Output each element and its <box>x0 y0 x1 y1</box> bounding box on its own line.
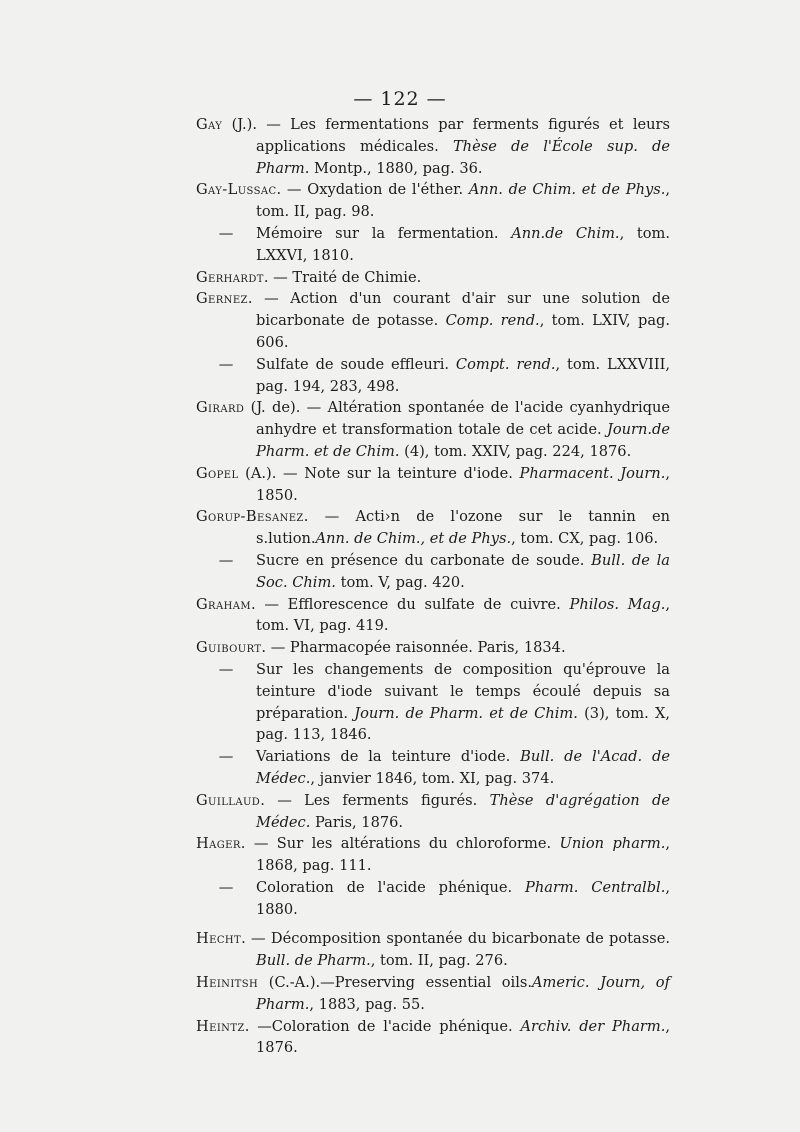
entry-repeat-dash: — <box>218 660 234 678</box>
entry-text: . — Action d'un courant d'air sur une solution de bicarbonate de potasse. <box>247 290 670 330</box>
entry-source-title: Archiv. der Pharm. <box>520 1017 666 1035</box>
entry-author: Gorup-Besanez <box>196 508 304 526</box>
entry-reference: (4), tom. XXIV, pag. 224, 1876. <box>399 442 632 460</box>
entry-author: Graham <box>196 595 251 613</box>
entry-text: Sulfate de soude effleuri. <box>256 355 456 373</box>
entry-repeat-dash: — <box>218 355 234 373</box>
entry-source-title: Pharm. Centralbl. <box>525 878 666 896</box>
entry-text: Variations de la teinture d'iode. <box>256 748 521 766</box>
bibliography-entry <box>196 928 670 972</box>
bibliography-entry <box>196 463 670 507</box>
entry-reference: , 1868, pag. 111. <box>256 835 670 875</box>
entry-reference: , tom. LXXVIII, pag. 194, 283, 498. <box>256 355 670 395</box>
entry-author: Gerhardt <box>196 268 264 286</box>
bibliography-entry <box>196 972 670 1016</box>
entry-author: Heintz <box>196 1017 245 1035</box>
entry-text: Sucre en présence du carbonate de soude. <box>256 551 592 569</box>
bibliography-entry <box>196 790 670 834</box>
entry-repeat-dash: — <box>218 551 234 569</box>
entry-source-title: Journ. de Pharm. et de Chim. <box>354 704 578 722</box>
entry-source-title: Thèse d'agrégation de Médec. <box>256 791 671 831</box>
entry-text: Sur les changements de composition qu'éprouve la teinture d'iode suivant le temps écoulé depuis sa préparation. <box>256 660 670 722</box>
entry-repeat-dash: — <box>218 224 234 242</box>
entry-text: . — Efflorescence du sulfate de cuivre. <box>251 595 570 613</box>
entry-source-title: Philos. Mag. <box>569 595 666 613</box>
entry-source-title: Pharmacent. Journ. <box>519 464 666 482</box>
entry-author: Guillaud <box>196 791 261 809</box>
entry-source-title: Bull. de l'Acad. de Médec. <box>256 748 670 787</box>
entry-text: . — Les ferments figurés. <box>260 791 490 809</box>
entry-source-title: Ann. de Chim. et de Phys. <box>468 181 666 199</box>
entry-reference: , 1876. <box>256 1017 671 1057</box>
entry-source-title: Bull. de la Soc. Chim. <box>256 551 670 591</box>
bibliography-list <box>196 114 670 1059</box>
entry-source-title: Journ.de Pharm. et de Chim. <box>256 421 670 460</box>
entry-text: . —Coloration de l'acide phénique. <box>244 1017 521 1035</box>
entry-author: Gay-Lussac <box>196 181 277 199</box>
entry-text: Coloration de l'acide phénique. <box>256 878 526 896</box>
bibliography-entry <box>196 506 670 550</box>
entry-reference: (3), tom. X, pag. 113, 1846. <box>256 704 671 744</box>
bibliography-entry <box>196 594 670 638</box>
bibliography-entry <box>196 354 670 398</box>
entry-text: . — Décomposition spontanée du bicarbonate de potasse. <box>241 930 670 948</box>
entry-text: (J. de). — Altération spontanée de l'acide cyanhydrique anhydre et transformation totale de cet acide. <box>244 399 670 439</box>
bibliography-entry <box>196 550 670 594</box>
bibliography-entry <box>196 746 670 790</box>
entry-reference: Paris, 1876. <box>310 813 404 831</box>
bibliography-entry <box>196 288 670 353</box>
entry-text: . — Pharmacopée raisonnée. Paris, 1834. <box>261 639 566 657</box>
page-number: — 122 — <box>353 88 447 110</box>
bibliography-entry <box>196 397 670 462</box>
entry-source-title: Union pharm. <box>559 835 666 853</box>
bibliography-entry <box>196 179 670 223</box>
entry-text: (J.). — Les fermentations par ferments figurés et leurs applications médicales. <box>222 116 670 155</box>
entry-author: Guibourt <box>196 639 262 657</box>
entry-reference: , 1880. <box>256 878 670 918</box>
entry-source-title: Ann. de Chim., et de Phys. <box>315 530 512 548</box>
entry-repeat-dash: — <box>218 878 234 896</box>
entry-author: Hecht <box>196 930 242 948</box>
entry-reference: , janvier 1846, tom. XI, pag. 374. <box>310 769 555 787</box>
entry-reference: , 1883, pag. 55. <box>309 995 425 1013</box>
entry-repeat-dash: — <box>218 748 234 766</box>
entry-reference: , tom. LXXVI, 1810. <box>256 224 670 264</box>
bibliography-entry <box>196 1016 670 1060</box>
entry-text: Mémoire sur la fermentation. <box>256 224 512 242</box>
entry-text: . — Acti›n de l'ozone sur le tannin en s.lution. <box>256 508 670 548</box>
entry-text: . — Sur les altérations du chloroforme. <box>240 835 560 853</box>
entry-author: Hager <box>196 835 241 853</box>
entry-source-title: Thèse de l'École sup. de Pharm. <box>256 137 670 177</box>
bibliography-entry <box>196 877 670 921</box>
entry-author: Gay <box>196 116 223 133</box>
entry-reference: , tom. VI, pag. 419. <box>256 595 670 635</box>
entry-reference: , tom. II, pag. 98. <box>256 181 670 221</box>
entry-reference: tom. V, pag. 420. <box>335 573 465 591</box>
entry-source-title: Bull. de Pharm. <box>256 952 371 970</box>
entry-text: (C.-A.).—Preserving essential oils. <box>258 974 533 992</box>
entry-reference: Montp., 1880, pag. 36. <box>309 159 483 177</box>
entry-text: . — Oxydation de l'éther. <box>276 181 469 199</box>
entry-author: Heinitsh <box>196 974 259 992</box>
entry-reference: , 1850. <box>256 464 670 504</box>
entry-text: . — Traité de Chimie. <box>263 268 422 286</box>
entry-source-title: Americ. Journ, of Pharm. <box>256 974 670 1013</box>
bibliography-entry <box>196 223 670 267</box>
entry-reference: , tom. II, pag. 276. <box>370 952 508 970</box>
entry-source-title: Compt. rend. <box>455 355 556 373</box>
entry-text: (A.). — Note sur la teinture d'iode. <box>238 464 520 482</box>
entry-reference: , tom. CX, pag. 106. <box>511 530 659 548</box>
entry-reference: , tom. LXIV, pag. 606. <box>256 312 670 351</box>
bibliography-entry <box>196 114 670 179</box>
bibliography-entry <box>196 637 670 659</box>
bibliography-entry <box>196 659 670 746</box>
bibliography-entry <box>196 833 670 877</box>
entry-source-title: Comp. rend. <box>445 312 540 330</box>
entry-source-title: Ann.de Chim. <box>511 224 620 242</box>
entry-author: Gopel <box>196 464 239 482</box>
entry-author: Gernez <box>196 290 248 308</box>
bibliography-entry <box>196 267 670 289</box>
entry-author: Girard <box>196 399 245 417</box>
